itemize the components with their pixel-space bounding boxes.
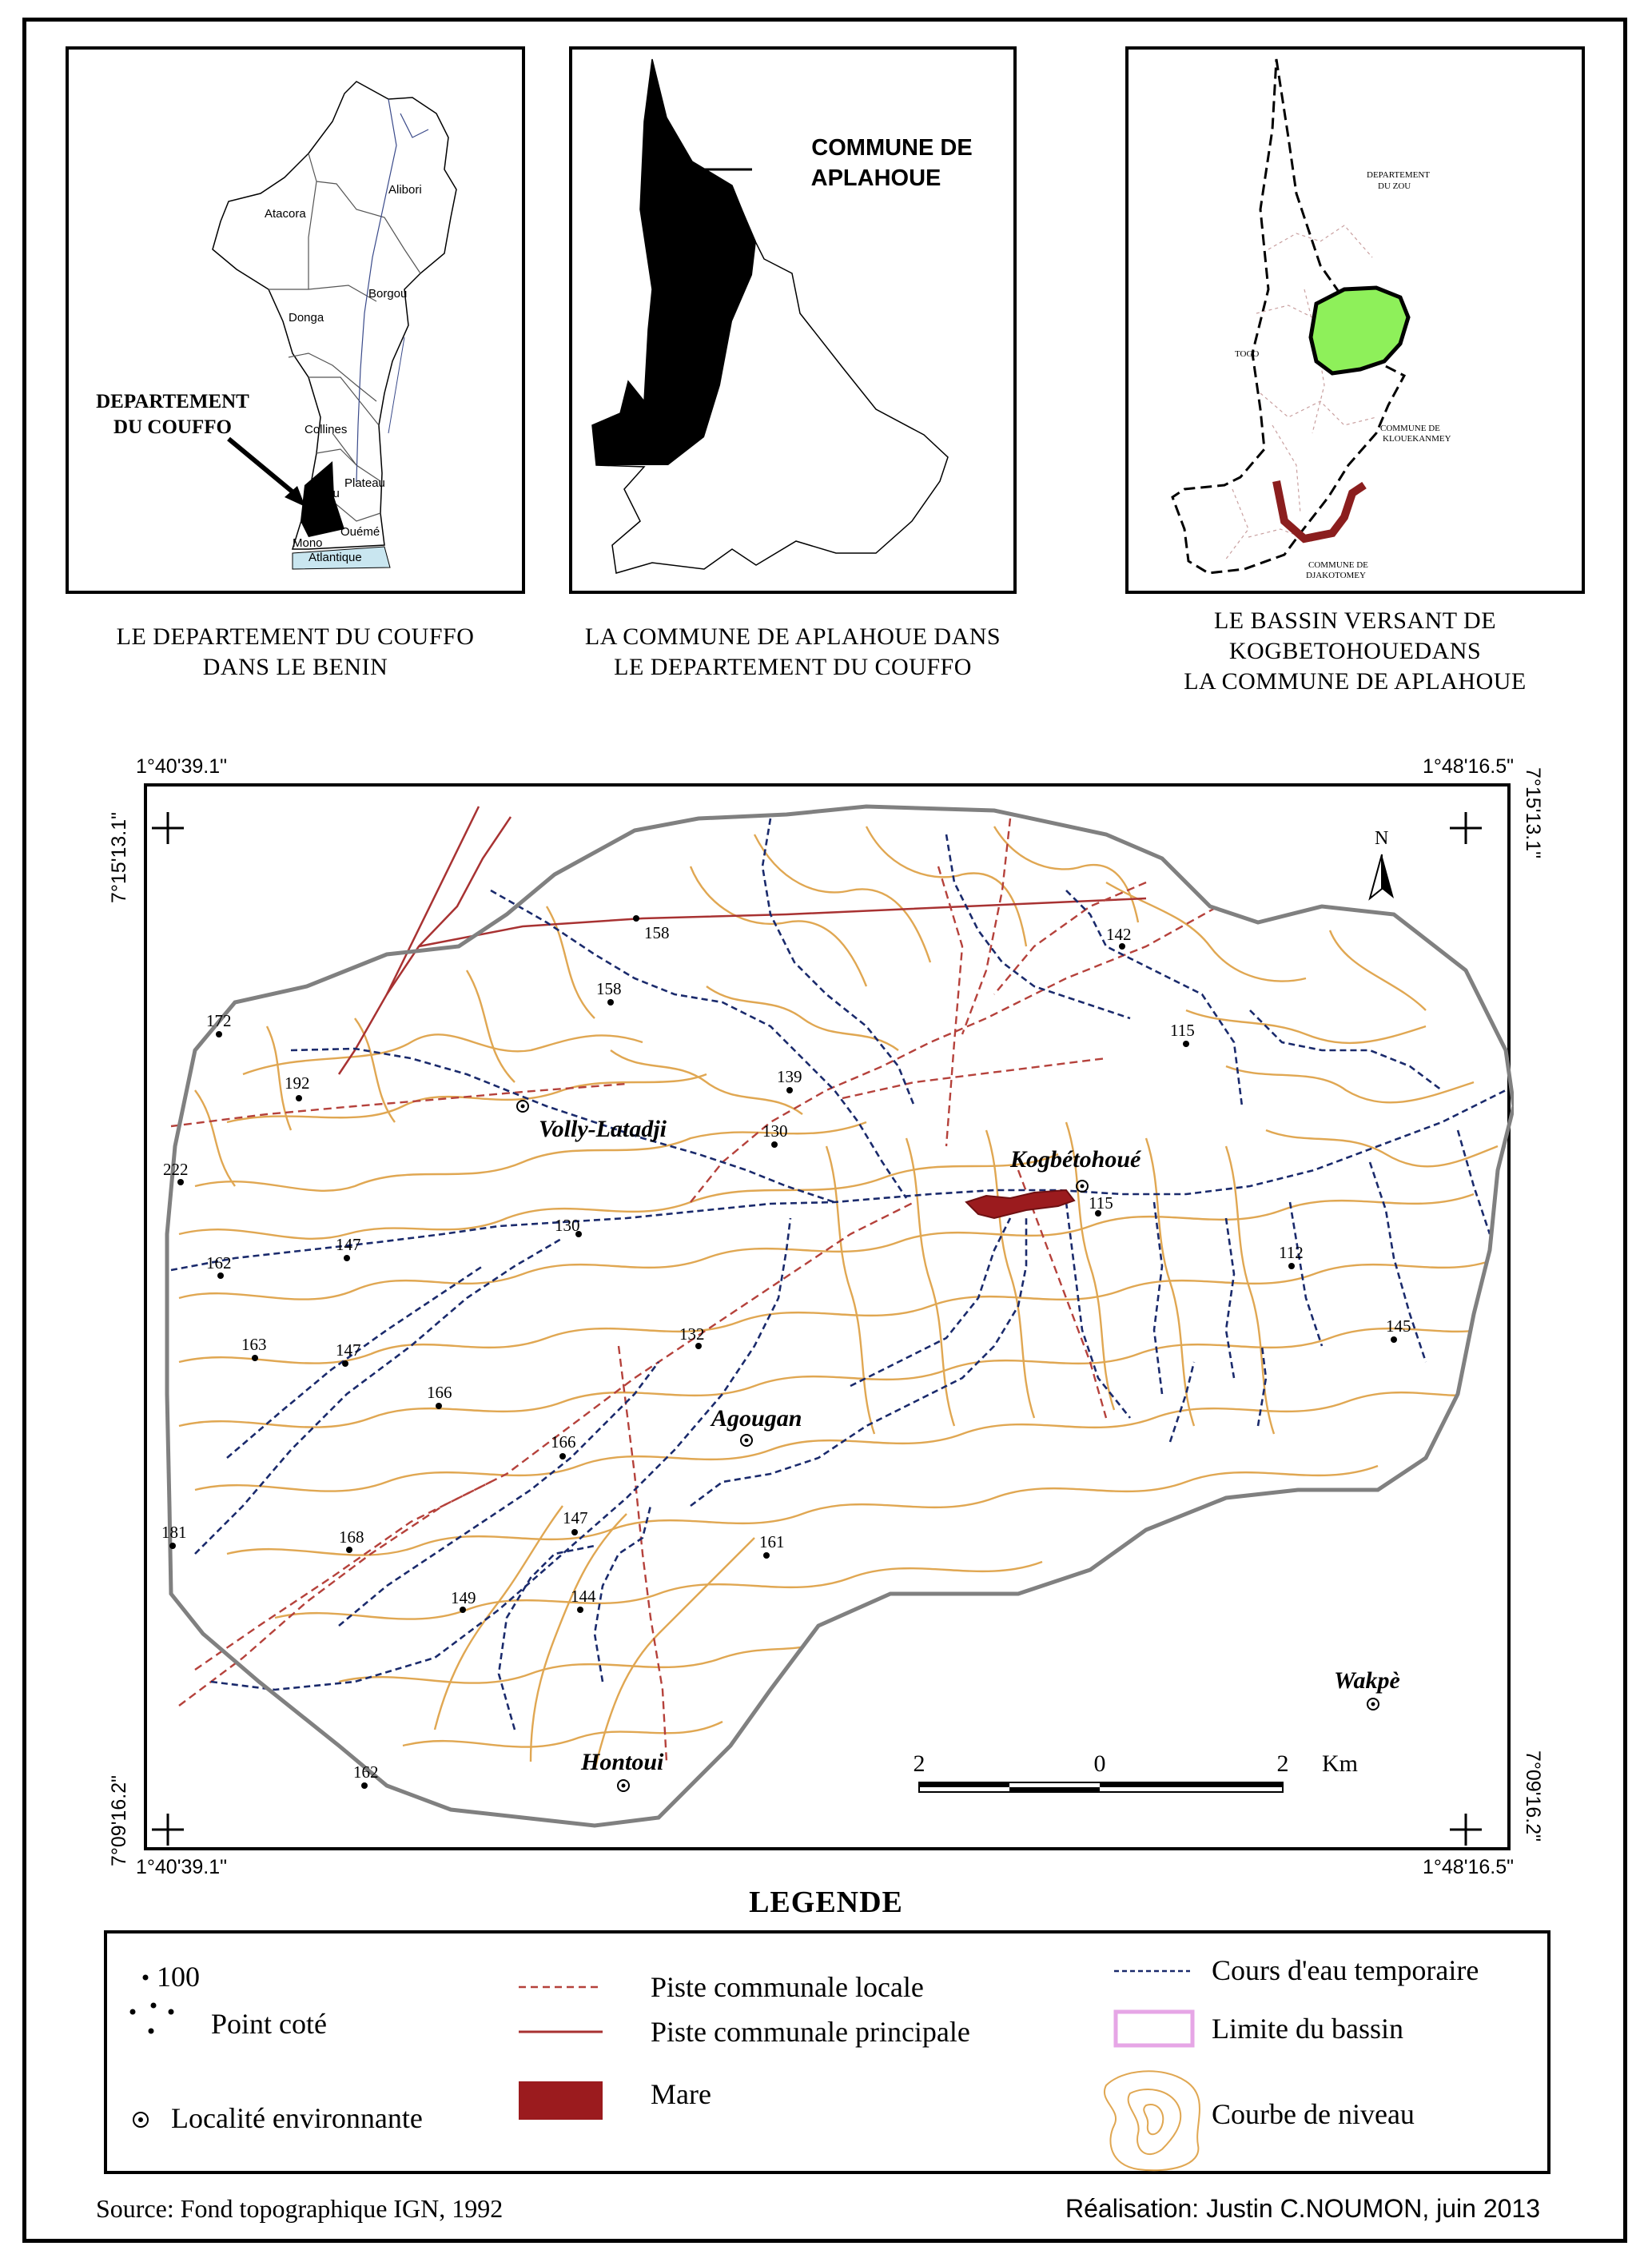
spot-height: 147: [336, 1235, 361, 1254]
spot-height: 142: [1106, 925, 1132, 944]
spot-height: 163: [241, 1335, 267, 1354]
caption-line: LE BASSIN VERSANT DE: [1213, 607, 1497, 634]
spot-height: 139: [777, 1067, 802, 1086]
djakotomey-boundary: [1276, 481, 1364, 539]
spot-height: 112: [1279, 1243, 1304, 1262]
spot-height: 130: [762, 1121, 788, 1141]
spot-height: 115: [1089, 1193, 1113, 1213]
caption-aplahoue: [1109, 606, 1601, 697]
aplahoue-map: [1129, 50, 1585, 594]
spot-height: 115: [1170, 1021, 1195, 1040]
pond: [966, 1190, 1074, 1218]
legend-spot-height-sample: 100: [157, 1961, 200, 1993]
source-note: Source: Fond topographique IGN, 1992: [96, 2194, 504, 2223]
scale-unit: Km: [1322, 1750, 1358, 1777]
region-label: Mono: [293, 536, 323, 550]
region-label: Donga: [289, 311, 324, 325]
main-map: [144, 783, 1511, 1850]
pointer-arrow: [229, 439, 299, 497]
spot-height: 172: [206, 1011, 232, 1030]
legend-basin-limit: Limite du bassin: [1212, 2013, 1403, 2045]
legend-contour: Courbe de niveau: [1212, 2098, 1415, 2130]
spot-height: 162: [206, 1253, 232, 1272]
spot-height: 130: [555, 1216, 580, 1235]
inset-aplahoue: [1125, 46, 1585, 594]
spot-height: 158: [644, 923, 670, 942]
spot-height: 132: [679, 1324, 705, 1344]
caption-line: LE DEPARTEMENT DU COUFFO: [116, 623, 475, 650]
legend-spot-height: Point coté: [211, 2008, 327, 2040]
benin-map: [69, 50, 525, 594]
legend-local-track: Piste communale locale: [651, 1971, 924, 2003]
spot-height: 166: [551, 1432, 576, 1452]
region-label: Alibori: [388, 183, 422, 197]
basin-highlight: [1311, 288, 1408, 373]
legend-main-track: Piste communale principale: [651, 2016, 970, 2048]
spot-heights: [161, 923, 1411, 1782]
spot-height: 168: [339, 1527, 364, 1547]
region-label: Collines: [305, 423, 348, 436]
spot-height: 158: [596, 979, 622, 998]
zone-label: DJAKOTOMEY: [1306, 571, 1366, 580]
scale-label: 2: [913, 1750, 926, 1777]
scale-label: 0: [1093, 1750, 1106, 1777]
north-arrow-icon: [1370, 854, 1394, 898]
legend-box: [104, 1930, 1550, 2174]
zone-label: DU ZOU: [1378, 181, 1411, 191]
north-label: N: [1375, 828, 1389, 849]
coord-lon-nw: 1°40'39.1": [136, 755, 228, 778]
spot-height: 147: [336, 1340, 361, 1360]
locality-symbol: [133, 2113, 148, 2127]
spot-height: 149: [451, 1588, 476, 1607]
author-note: Réalisation: Justin C.NOUMON, juin 2013: [1065, 2194, 1540, 2223]
couffo-map: [572, 50, 1017, 594]
spot-height: 161: [759, 1532, 785, 1551]
coord-lon-se: 1°48'16.5": [1423, 1856, 1515, 1878]
region-label: Plateau: [344, 476, 385, 490]
spot-height: 166: [427, 1383, 452, 1402]
spot-height: 181: [161, 1523, 187, 1542]
pointer-label: DEPARTEMENT: [96, 391, 249, 412]
region-label: Atacora: [265, 207, 306, 221]
spot-height: 192: [285, 1073, 310, 1093]
legend-locality: Localité environnante: [171, 2102, 423, 2134]
caption-line: LA COMMUNE DE APLAHOUE DANS: [584, 623, 1001, 650]
legend-stream: Cours d'eau temporaire: [1212, 1954, 1479, 1986]
spot-height: 144: [571, 1587, 596, 1606]
caption-line: DANS LE BENIN: [202, 654, 388, 680]
caption-benin: [50, 622, 541, 683]
coord-lon-ne: 1°48'16.5": [1423, 755, 1515, 778]
basin-limit-symbol: [1116, 2012, 1192, 2045]
streams: [171, 818, 1506, 1730]
legend-pond: Mare: [651, 2078, 711, 2110]
coord-lat-nw: 7°15'13.1": [108, 811, 130, 903]
spot-height: 145: [1386, 1316, 1411, 1336]
pointer-label: COMMUNE DE: [811, 135, 973, 161]
locality-label: Agougan: [711, 1405, 802, 1432]
contour-symbol: [1105, 2071, 1200, 2170]
caption-couffo: [553, 622, 1033, 683]
zone-label: DEPARTEMENT: [1367, 170, 1430, 180]
pointer-label: APLAHOUE: [810, 165, 941, 191]
coord-lat-sw: 7°09'16.2": [108, 1774, 130, 1866]
locality-label: Kogbétohoué: [1010, 1146, 1141, 1173]
scale-bar: [914, 1750, 1359, 1792]
local-tracks: [171, 818, 1218, 1762]
coord-lon-sw: 1°40'39.1": [136, 1856, 228, 1878]
caption-line: LA COMMUNE DE APLAHOUE: [1184, 668, 1527, 695]
region-label: Borgou: [368, 287, 408, 301]
zone-label: COMMUNE DE: [1380, 424, 1440, 433]
region-label: Ouémé: [340, 525, 380, 539]
pond-symbol: [519, 2081, 603, 2120]
inset-benin: [66, 46, 525, 594]
caption-line: LE DEPARTEMENT DU COUFFO: [614, 654, 972, 680]
spot-height: 147: [563, 1508, 588, 1527]
benin-outline: [213, 82, 456, 549]
locality-label: Volly-Latadji: [539, 1116, 667, 1142]
basin-map: [147, 787, 1514, 1854]
locality-label: Hontoui: [581, 1749, 664, 1775]
spot-height: 162: [353, 1762, 379, 1782]
zone-label: KLOUEKANMEY: [1383, 434, 1451, 444]
aplahoue-highlight: [592, 59, 756, 465]
inset-couffo: [569, 46, 1017, 594]
coord-lat-se: 7°09'16.2": [1522, 1750, 1544, 1842]
caption-line: KOGBETOHOUEDANS: [1228, 638, 1482, 664]
locality-label: Wakpè: [1334, 1667, 1400, 1694]
locality-dots: [521, 1105, 1375, 1788]
zone-label: COMMUNE DE: [1308, 560, 1368, 570]
coord-lat-ne: 7°15'13.1": [1522, 767, 1544, 859]
scale-label: 2: [1276, 1750, 1289, 1777]
zone-label: TOGO: [1235, 349, 1260, 359]
region-label: Atlantique: [309, 551, 362, 564]
legend-title: LEGENDE: [749, 1886, 903, 1919]
pointer-label: DU COUFFO: [113, 416, 232, 438]
spot-height: 222: [163, 1160, 189, 1179]
locality-markers: [517, 1101, 1379, 1791]
region-label: Zou: [319, 487, 340, 500]
